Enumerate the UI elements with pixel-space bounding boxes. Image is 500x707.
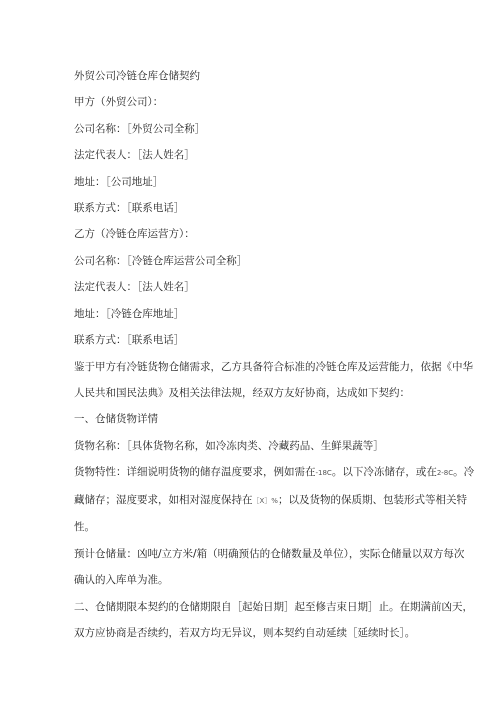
goods-properties-line-2 (74, 487, 467, 515)
preamble-line-2: 人民共和国民法典》及相关法律法规，经双方友好协商，达成如下契约： (74, 387, 410, 400)
party-b-legal-rep: 法定代表人：［法人姓名］ (74, 281, 195, 294)
party-b-heading: 乙方（冷链仓库运营方）： (74, 228, 195, 241)
goods-properties-text-a: 货物特性：详细说明货物的储存温度要求，例如需在 (74, 466, 316, 479)
chilled-temperature: 2-8C (436, 469, 454, 478)
section-2-line-1: 二、仓储期限本契约的仓储期限自［起始日期］起至修吉束日期］止。在期满前凶天， (74, 600, 473, 613)
party-a-legal-rep: 法定代表人：［法人姓名］ (74, 149, 195, 162)
preamble-line-1: 鉴于甲方有冷链货物仓储需求，乙方具备符合标准的冷链仓库及运营能力，依据《中华 (74, 360, 473, 373)
document-title: 外贸公司冷链仓库仓储契约 (74, 70, 200, 82)
party-a-address: 地址：［公司地址］ (74, 175, 164, 188)
party-b-address: 地址：［冷链仓库地址］ (74, 307, 185, 320)
section-2-paragraph (74, 594, 473, 647)
party-a-heading: 甲方（外贸公司）： (74, 96, 164, 109)
storage-volume-paragraph (74, 541, 465, 594)
goods-properties-text-c: 。冷 (453, 466, 475, 479)
goods-properties-paragraph (74, 459, 475, 541)
goods-name: 货物名称：［具体货物名称，如冷冻肉类、冷藏药品、生鲜果蔬等］ (74, 439, 384, 452)
party-a-company-name: 公司名称：［外贸公司全称］ (74, 122, 206, 135)
goods-properties-text-d: 藏储存；湿度要求，如相对湿度保持在 (74, 493, 253, 506)
goods-properties-line-3: 性。 (74, 521, 95, 534)
section-1-heading: 一、仓储货物详情 (74, 413, 158, 426)
section-2-line-2: 双方应协商是否续约，若双方均无异议，则本契约自动延续［延续时长］。 (74, 627, 416, 640)
preamble-paragraph (74, 354, 473, 407)
goods-properties-text-e: ；以及货物的保质期、包装形式等相关特 (277, 493, 467, 506)
frozen-temperature: -18C (315, 469, 332, 478)
storage-volume-line-1: 预计仓储量：凶吨/立方米/箱（明确预估的仓储数量及单位），实际仓储量以双方每次 (74, 547, 465, 560)
goods-properties-text-b: 。以下冷冻储存，或在 (331, 466, 437, 479)
party-b-company-name: 公司名称：［冷链仓库运营公司全称］ (74, 254, 248, 267)
party-a-contact: 联系方式：［联系电话］ (74, 201, 185, 214)
humidity-range: ［X］% (252, 496, 278, 505)
storage-volume-line-2: 确认的入库单为准。 (74, 574, 169, 587)
goods-properties-line-1 (74, 459, 475, 487)
party-b-contact: 联系方式：［联系电话］ (74, 333, 185, 346)
